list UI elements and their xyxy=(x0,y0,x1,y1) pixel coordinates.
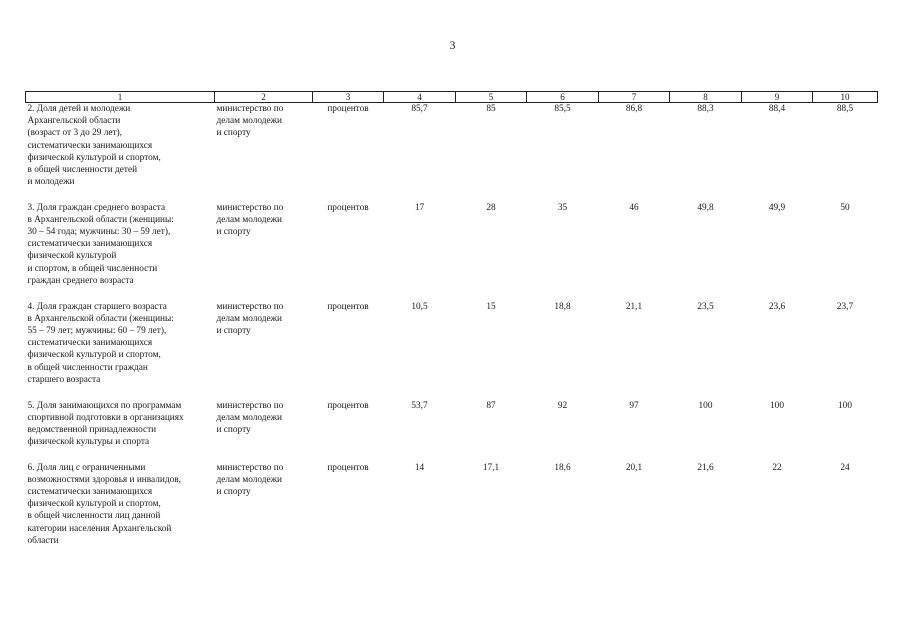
value-cell: 17,1 xyxy=(482,462,500,473)
indicator-name-cell xyxy=(26,103,215,202)
value-cell: 21,6 xyxy=(697,462,714,473)
indicator-name-line: категории населения Архангельской xyxy=(27,523,172,534)
indicator-name-line: области xyxy=(27,535,59,546)
indicator-name-line: 5. Доля занимающихся по программам xyxy=(27,400,182,411)
value-cell: 18,8 xyxy=(554,301,571,312)
column-header: 6 xyxy=(527,92,599,103)
value-cell: 20,1 xyxy=(625,462,643,473)
value-cell: 49,8 xyxy=(697,202,714,213)
indicator-name-line: 30 – 54 года; мужчины: 30 – 59 лет), xyxy=(27,226,171,237)
responsible-ministry-cell xyxy=(215,462,313,552)
value-cell: 87 xyxy=(486,400,496,411)
value-cell: 46 xyxy=(629,202,639,213)
value-cell: 92 xyxy=(557,400,568,411)
indicator-name-line: в общей численности граждан xyxy=(27,362,148,373)
header-row xyxy=(26,92,878,103)
ministry-line: делам молодежи xyxy=(216,116,283,127)
indicator-name-line: 6. Доля лиц с ограниченными xyxy=(27,462,146,473)
indicator-name-line: систематически занимающихся xyxy=(27,486,153,497)
indicator-name-line: физической культурой xyxy=(27,251,117,262)
value-cell: 23,5 xyxy=(697,301,714,312)
table-row xyxy=(26,103,878,202)
responsible-ministry-cell xyxy=(215,202,313,301)
indicator-name-cell xyxy=(26,301,215,400)
value-cell: 50 xyxy=(840,202,850,213)
column-header: 3 xyxy=(313,92,384,103)
page-number: 3 xyxy=(449,38,456,52)
column-header: 5 xyxy=(456,92,527,103)
value-cell: 100 xyxy=(770,400,784,411)
value-cell: 14 xyxy=(414,462,425,473)
responsible-ministry-cell xyxy=(215,301,313,400)
value-cell: 17 xyxy=(414,202,425,213)
value-cell: 53,7 xyxy=(411,400,428,411)
value-cell: 85,7 xyxy=(411,104,428,114)
column-header: 7 xyxy=(599,92,670,103)
indicator-name-line: и спортом, в общей численности xyxy=(27,263,158,274)
value-cell: 22 xyxy=(772,462,782,473)
column-header: 8 xyxy=(670,92,742,103)
indicator-name-line: и молодежи xyxy=(27,177,75,188)
value-cell: 21,1 xyxy=(625,301,643,312)
value-cell: 85,5 xyxy=(554,104,571,114)
value-cell: 23,6 xyxy=(768,301,786,312)
ministry-line: делам молодежи xyxy=(216,214,283,225)
indicator-name-line: старшего возраста xyxy=(27,374,101,385)
ministry-line: и спорту xyxy=(216,226,251,237)
ministry-line: и спорту xyxy=(216,128,251,139)
indicator-name-line: 55 – 79 лет; мужчины: 60 – 79 лет), xyxy=(27,325,167,336)
indicator-name-line: (возраст от 3 до 29 лет), xyxy=(27,128,122,139)
responsible-ministry-cell xyxy=(215,400,313,462)
value-cell: 88,3 xyxy=(697,104,714,114)
column-header: 4 xyxy=(384,92,456,103)
indicator-name-line: возможностями здоровья и инвалидов, xyxy=(27,474,181,485)
indicator-name-line: в общей численности лиц данной xyxy=(27,511,161,522)
indicator-name-line: 4. Доля граждан старшего возраста xyxy=(27,301,167,312)
indicator-name-line: в общей численности детей xyxy=(27,165,138,176)
ministry-line: министерство по xyxy=(216,400,284,411)
responsible-ministry-cell xyxy=(215,103,313,202)
indicator-name-line: систематически занимающихся xyxy=(27,338,153,349)
indicator-name-line: граждан среднего возраста xyxy=(27,275,134,286)
indicator-name-cell xyxy=(26,400,215,462)
value-cell: 88,4 xyxy=(768,104,786,114)
ministry-line: и спорту xyxy=(216,486,251,497)
value-cell: 18,6 xyxy=(554,462,571,473)
ministry-line: министерство по xyxy=(216,202,284,213)
table-row xyxy=(26,202,878,301)
value-cell: 85 xyxy=(486,104,496,114)
value-cell: 10,5 xyxy=(411,301,428,312)
value-cell: 23,7 xyxy=(836,301,854,312)
unit-cell: процентов xyxy=(327,301,369,312)
indicator-name-line: ведомственной принадлежности xyxy=(27,424,157,435)
ministry-line: министерство по xyxy=(216,104,284,114)
table-row xyxy=(26,462,878,552)
table-row xyxy=(26,301,878,400)
ministry-line: министерство по xyxy=(216,301,284,312)
column-header: 2 xyxy=(215,92,313,103)
unit-cell: процентов xyxy=(327,462,369,473)
ministry-line: делам молодежи xyxy=(216,313,283,324)
value-cell: 28 xyxy=(486,202,496,213)
ministry-line: делам молодежи xyxy=(216,412,283,423)
value-cell: 97 xyxy=(629,400,639,411)
indicator-name-line: физической культурой и спортом, xyxy=(27,499,161,510)
indicator-name-line: спортивной подготовки в организациях xyxy=(27,412,184,423)
indicator-table xyxy=(25,91,878,552)
indicator-name-line: 3. Доля граждан среднего возраста xyxy=(27,202,166,213)
column-header: 9 xyxy=(742,92,813,103)
value-cell: 86,8 xyxy=(625,104,643,114)
ministry-line: министерство по xyxy=(216,462,284,473)
unit-cell: процентов xyxy=(327,104,369,114)
indicator-name-cell xyxy=(26,462,215,552)
indicator-name-line: систематически занимающихся xyxy=(27,140,153,151)
value-cell: 100 xyxy=(698,400,713,411)
unit-cell: процентов xyxy=(327,400,369,411)
ministry-line: делам молодежи xyxy=(216,474,283,485)
table-row xyxy=(26,400,878,462)
column-header: 10 xyxy=(813,92,878,103)
indicator-name-line: физической культурой и спортом, xyxy=(27,350,161,361)
value-cell: 100 xyxy=(838,400,852,411)
indicator-name-line: 2. Доля детей и молодежи xyxy=(27,104,131,114)
table-body xyxy=(26,103,878,552)
value-cell: 49,9 xyxy=(768,202,786,213)
indicator-name-line: физической культурой и спортом, xyxy=(27,152,161,163)
indicator-name-line: в Архангельской области (женщины: xyxy=(27,214,174,225)
indicator-name-line: Архангельской области xyxy=(27,116,121,127)
ministry-line: и спорту xyxy=(216,424,251,435)
ministry-line: и спорту xyxy=(216,325,251,336)
value-cell: 24 xyxy=(840,462,850,473)
indicator-name-line: систематически занимающихся xyxy=(27,239,153,250)
value-cell: 88,5 xyxy=(836,104,854,114)
indicator-name-line: в Архангельской области (женщины: xyxy=(27,313,174,324)
indicator-name-cell xyxy=(26,202,215,301)
value-cell: 15 xyxy=(486,301,496,312)
value-cell: 35 xyxy=(557,202,568,213)
unit-cell: процентов xyxy=(327,202,369,213)
column-header: 1 xyxy=(26,92,215,103)
indicator-name-line: физической культуры и спорта xyxy=(27,437,150,448)
